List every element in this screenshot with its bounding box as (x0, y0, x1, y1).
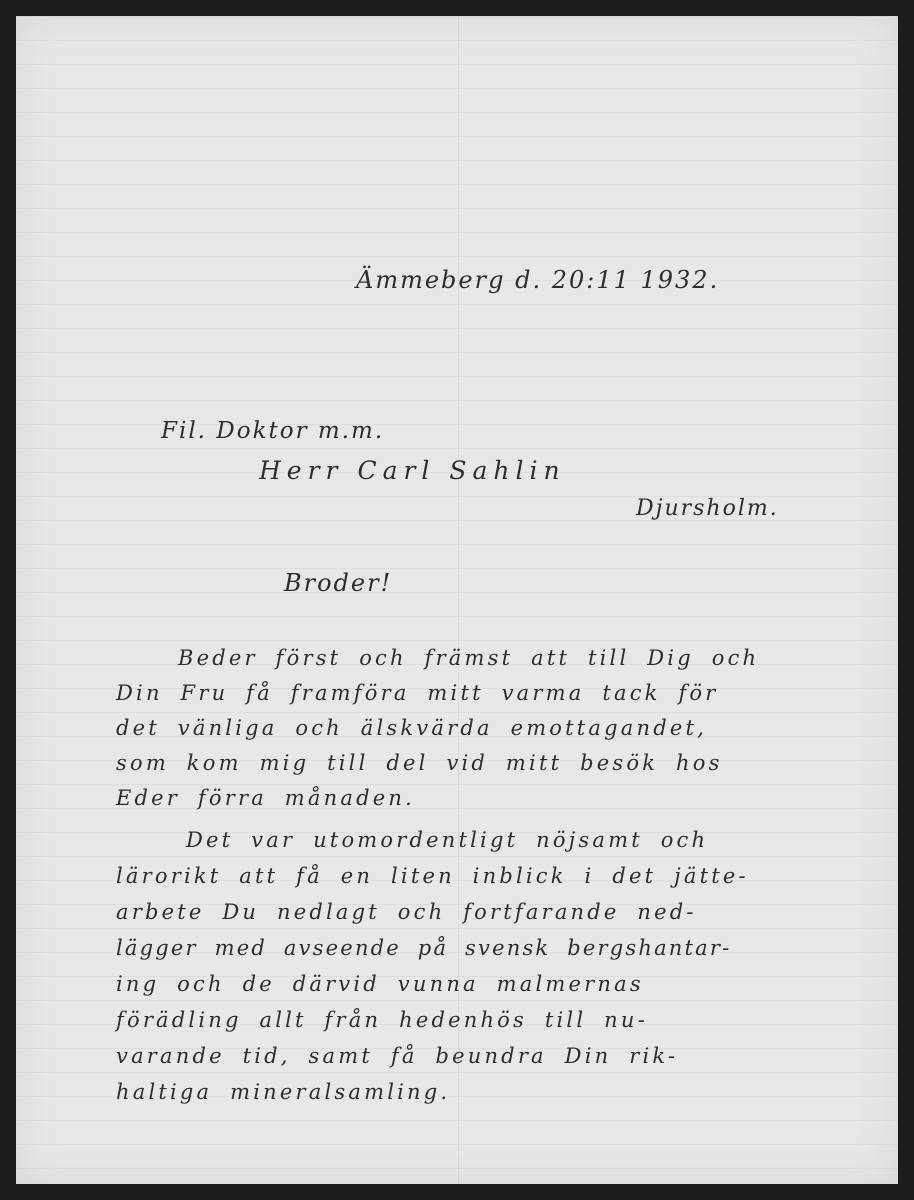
body-line-3: det vänliga och älskvärda emottagandet, (116, 716, 708, 740)
body-line-12: varande tid, samt få beundra Din rik- (116, 1044, 679, 1068)
body-line-9: lägger med avseende på svensk bergshantar- (116, 936, 732, 960)
letter-page (16, 16, 898, 1184)
body-line-11: förädling allt från hedenhös till nu- (116, 1008, 648, 1032)
recipient-place: Djursholm. (636, 496, 779, 521)
letter-date: Ämmeberg d. 20:11 1932. (356, 266, 720, 294)
recipient-title: Fil. Doktor m.m. (161, 418, 385, 444)
body-line-1: Beder först och främst att till Dig och (178, 646, 760, 670)
body-line-8: arbete Du nedlagt och fortfarande ned- (116, 900, 697, 924)
body-line-5: Eder förra månaden. (116, 786, 415, 810)
salutation: Broder! (284, 569, 393, 597)
body-line-13: haltiga mineralsamling. (116, 1080, 451, 1104)
body-line-7: lärorikt att få en liten inblick i det jätte- (116, 864, 749, 888)
body-line-2: Din Fru få framföra mitt varma tack för (116, 681, 719, 705)
body-line-10: ing och de därvid vunna malmernas (116, 972, 644, 996)
body-line-4: som kom mig till del vid mitt besök hos (116, 751, 723, 775)
recipient-name: Herr Carl Sahlin (259, 456, 566, 485)
body-line-6: Det var utomordentligt nöjsamt och (186, 828, 709, 852)
